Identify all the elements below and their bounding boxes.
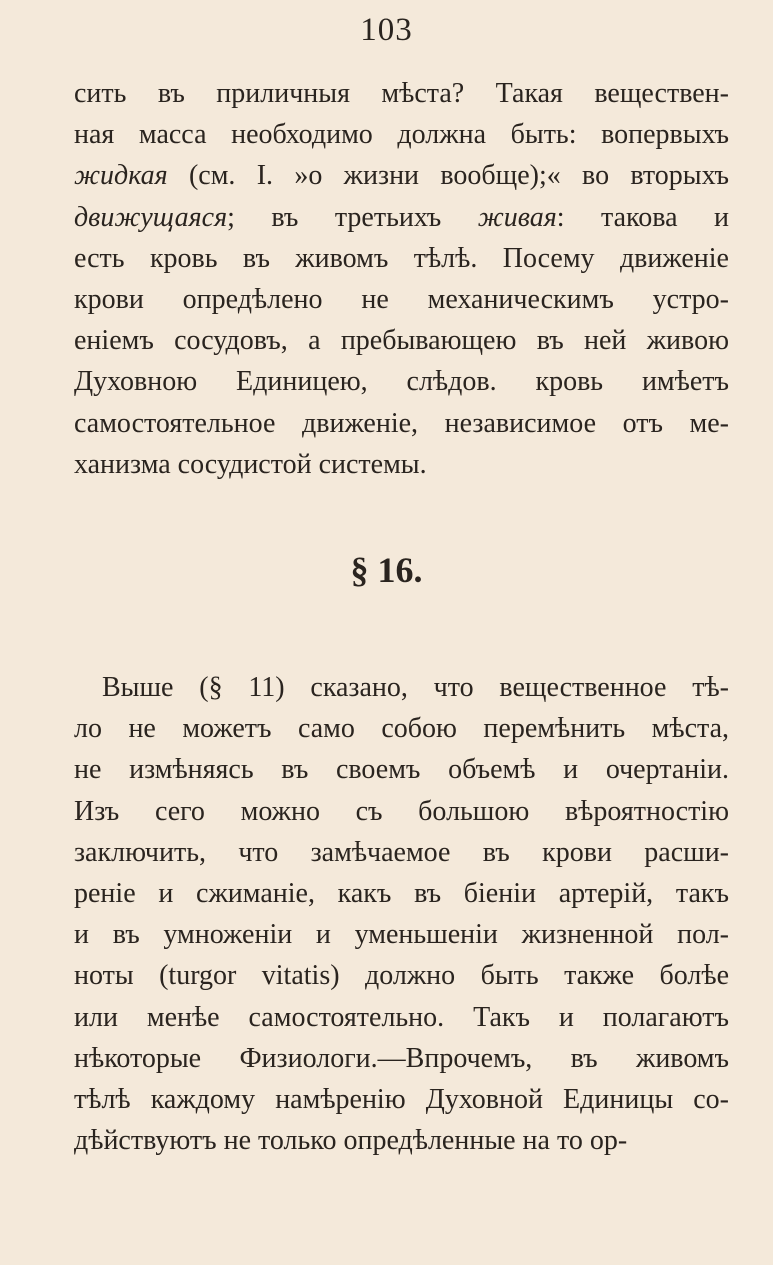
text-segment: жидкая	[74, 160, 168, 192]
text-segment: дѣйствуютъ не только опредѣленные на то ор-	[74, 1125, 628, 1157]
text-line	[74, 73, 729, 114]
text-segment: самостоятельное движеніе, независимое отъ ме-	[74, 407, 729, 439]
text-line	[74, 914, 729, 955]
text-line	[74, 403, 729, 444]
text-line	[74, 1079, 729, 1120]
text-line	[74, 832, 729, 873]
text-segment: нѣкоторые Физиологи.—Впрочемъ, въ живомъ	[74, 1042, 729, 1074]
text-segment: и въ умноженіи и уменьшеніи жизненной пол-	[74, 919, 729, 951]
text-line	[74, 708, 729, 749]
text-line	[74, 238, 729, 279]
text-line	[74, 955, 729, 996]
text-line	[74, 667, 729, 708]
text-line	[74, 114, 729, 155]
text-line	[74, 791, 729, 832]
text-line	[74, 444, 729, 485]
paragraph-15-end	[74, 73, 729, 485]
text-segment: ноты (turgor vitatis) должно быть также болѣе	[74, 960, 729, 992]
text-segment: Духовною Единицею, слѣдов. кровь имѣетъ	[74, 366, 729, 398]
text-segment: ханизма сосудистой системы.	[74, 448, 427, 480]
text-segment: живая	[477, 201, 557, 233]
text-segment: движущаяся	[74, 201, 228, 233]
text-line	[74, 361, 729, 402]
text-line	[74, 1120, 729, 1161]
text-line	[74, 749, 729, 790]
text-segment: реніе и сжиманіе, какъ въ біеніи артерій, такъ	[74, 878, 729, 910]
text-segment: заключить, что замѣчаемое въ крови расши-	[74, 836, 729, 868]
text-segment: ло не можетъ само собою перемѣнить мѣста,	[74, 713, 729, 745]
text-segment: ; въ третьихъ	[227, 201, 478, 233]
text-segment: Выше (§ 11) сказано, что вещественное тѣ-	[102, 672, 729, 703]
text-line	[74, 873, 729, 914]
text-segment: или менѣе самостоятельно. Такъ и полагаютъ	[74, 1001, 729, 1033]
text-line	[74, 197, 729, 238]
page-number: 103	[360, 12, 413, 48]
text-segment: Изъ сего можно съ большою вѣроятностію	[74, 795, 729, 827]
text-segment: сить въ приличныя мѣста? Такая веществен-	[74, 78, 729, 109]
text-segment: тѣлѣ каждому намѣренію Духовной Единицы со-	[74, 1084, 729, 1116]
text-segment: еніемъ сосудовъ, а пребывающею въ ней живою	[74, 325, 729, 357]
section-heading: § 16.	[350, 550, 423, 590]
text-segment: есть кровь въ живомъ тѣлѣ. Посему движеніе	[74, 242, 729, 274]
text-segment: не измѣняясь въ своемъ объемѣ и очертаніи.	[74, 754, 729, 786]
text-line	[74, 279, 729, 320]
paragraph-16	[74, 667, 729, 1161]
text-line	[74, 155, 729, 196]
text-segment: : такова и	[556, 201, 729, 233]
text-line	[74, 320, 729, 361]
text-line	[74, 1038, 729, 1079]
text-segment: ная масса необходимо должна быть: вопервыхъ	[74, 119, 729, 151]
text-segment: (см. I. »о жизни вообще);« во вторыхъ	[167, 160, 729, 192]
text-segment: крови опредѣлено не механическимъ устро-	[74, 284, 729, 316]
text-line	[74, 997, 729, 1038]
